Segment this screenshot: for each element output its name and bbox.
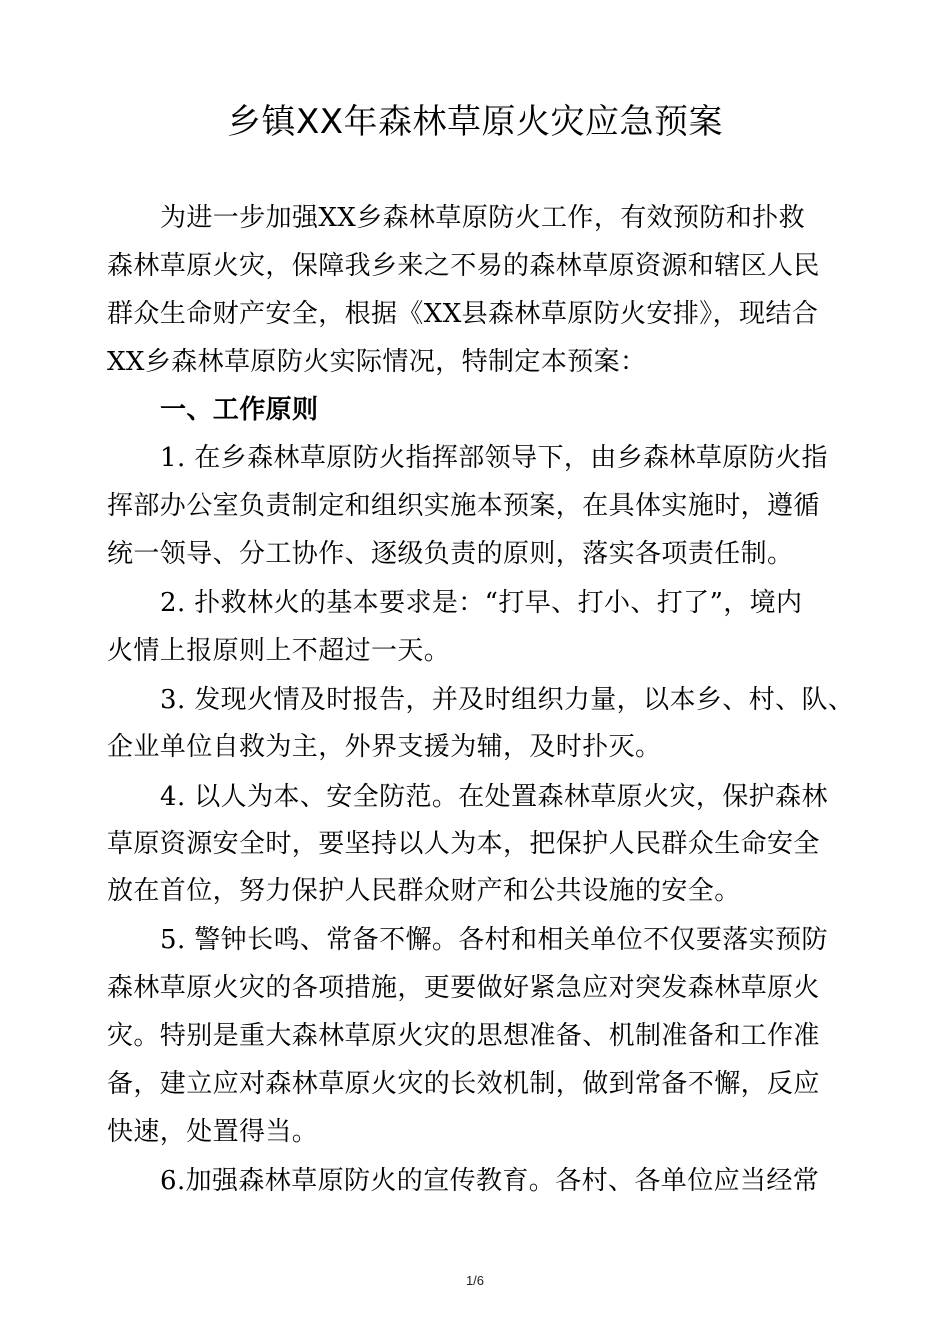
paragraph-line: 快速，处置得当。 xyxy=(107,1117,319,1147)
paragraph-line: 火情上报原则上不超过一天。 xyxy=(107,636,451,666)
paragraph-line: 森林草原火灾，保障我乡来之不易的森林草原资源和辖区人民 xyxy=(107,251,820,281)
paragraph-line: 统一领导、分工协作、逐级负责的原则，落实各项责任制。 xyxy=(107,539,794,569)
paragraph-line: 挥部办公室负责制定和组织实施本预案，在具体实施时，遵循 xyxy=(107,491,820,521)
paragraph-line: 3. 发现火情及时报告，并及时组织力量，以本乡、村、队、 xyxy=(160,685,855,715)
paragraph-line: 群众生命财产安全，根据《XX县森林草原防火安排》，现结合 xyxy=(107,299,819,329)
page-number: 1/6 xyxy=(465,1273,485,1288)
paragraph-line: 森林草原火灾的各项措施，更要做好紧急应对突发森林草原火 xyxy=(107,973,820,1003)
paragraph-line: 灾。特别是重大森林草原火灾的思想准备、机制准备和工作准 xyxy=(107,1021,820,1051)
paragraph-line: 备，建立应对森林草原火灾的长效机制，做到常备不懈，反应 xyxy=(107,1069,820,1099)
document-title: 乡镇XX年森林草原火灾应急预案 xyxy=(226,102,724,142)
paragraph-line: 1. 在乡森林草原防火指挥部领导下，由乡森林草原防火指 xyxy=(160,443,828,473)
paragraph-line: 5. 警钟长鸣、常备不懈。各村和相关单位不仅要落实预防 xyxy=(160,925,828,955)
paragraph-line: 2. 扑救林火的基本要求是：“打早、打小、打了”，境内 xyxy=(160,588,803,618)
paragraph-line: 为进一步加强XX乡森林草原防火工作，有效预防和扑救 xyxy=(160,203,806,233)
section-heading: 一、工作原则 xyxy=(160,395,319,425)
paragraph-line: XX乡森林草原防火实际情况，特制定本预案： xyxy=(107,347,647,377)
paragraph-line: 6.加强森林草原防火的宣传教育。各村、各单位应当经常 xyxy=(160,1166,820,1196)
paragraph-line: 放在首位，努力保护人民群众财产和公共设施的安全。 xyxy=(107,876,741,906)
paragraph-line: 草原资源安全时，要坚持以人为本，把保护人民群众生命安全 xyxy=(107,829,820,859)
paragraph-line: 4. 以人为本、安全防范。在处置森林草原火灾，保护森林 xyxy=(160,782,828,812)
paragraph-line: 企业单位自救为主，外界支援为辅，及时扑灭。 xyxy=(107,732,662,762)
